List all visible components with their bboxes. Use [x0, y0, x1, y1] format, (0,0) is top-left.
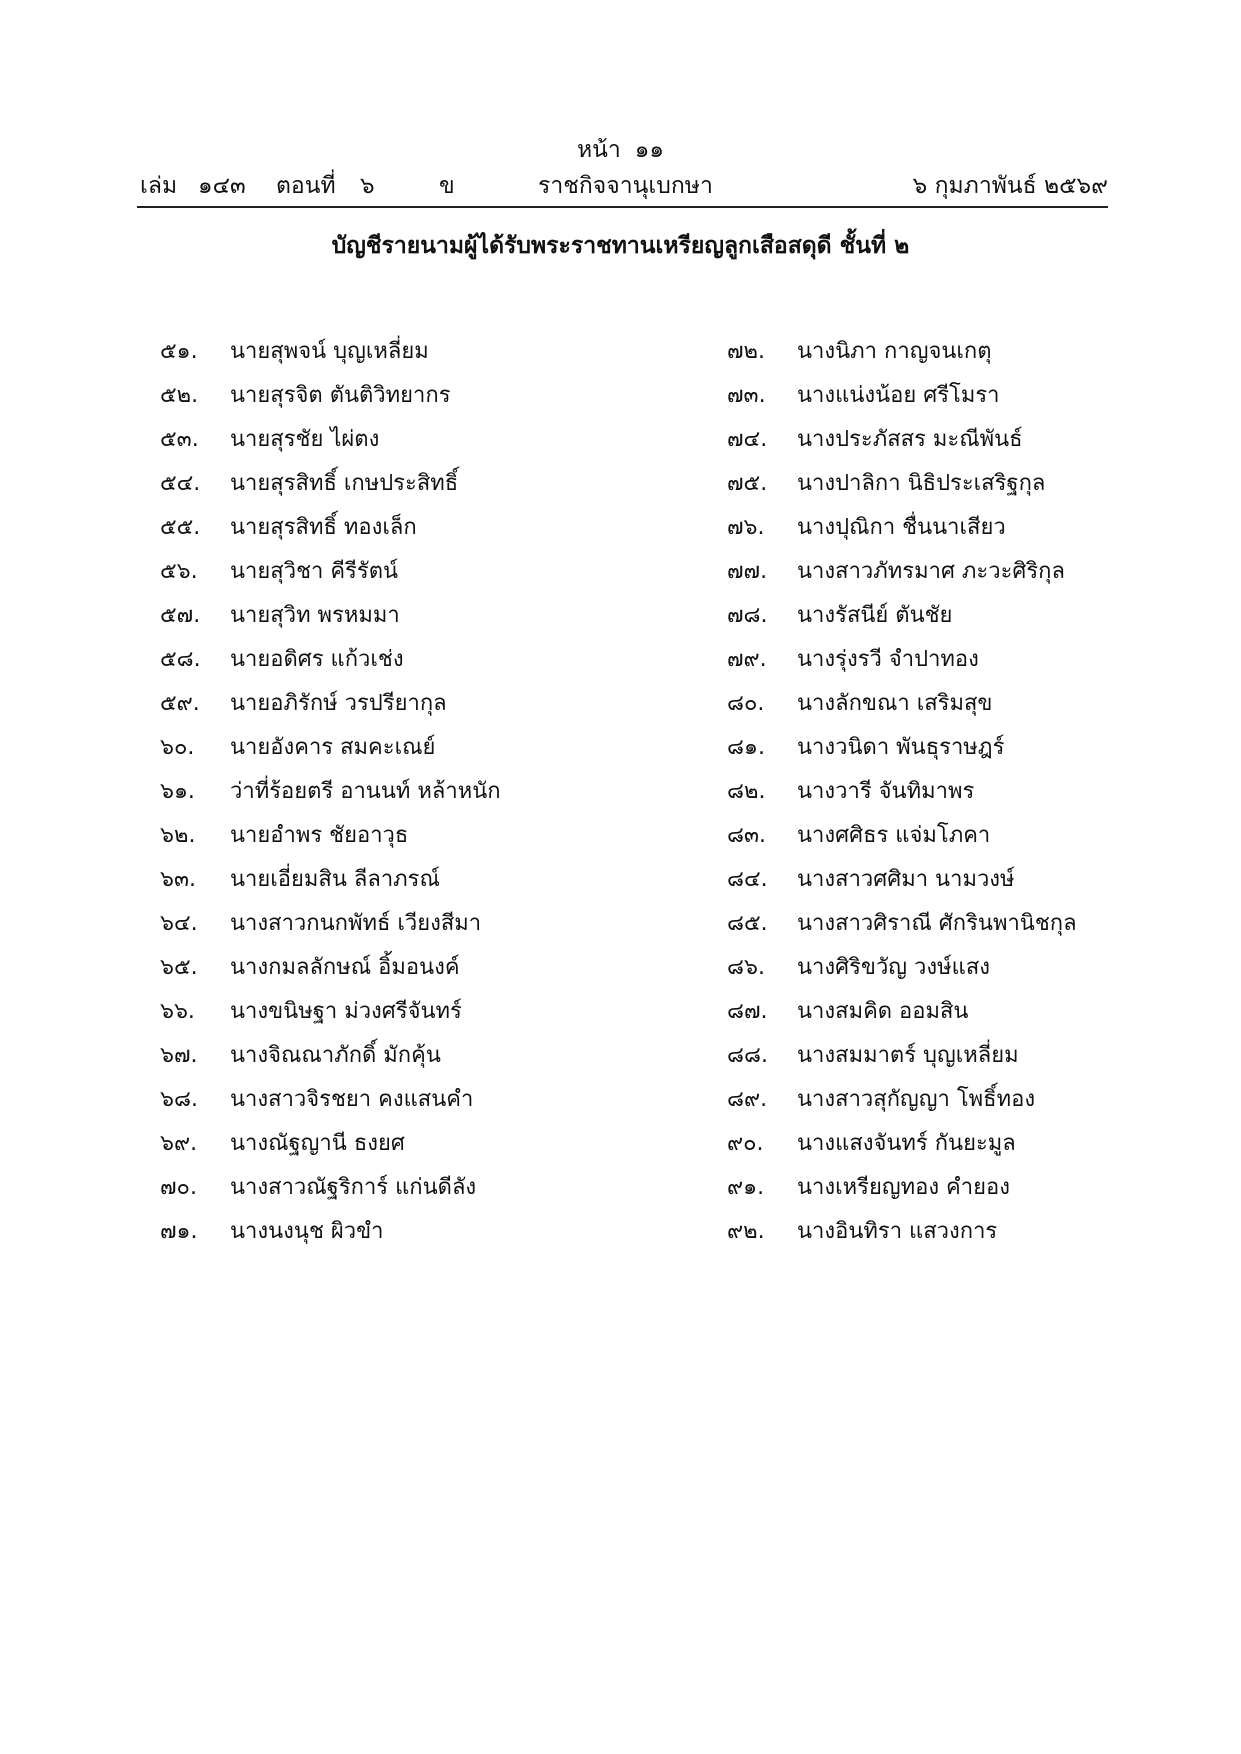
recipient-name: นางลักขณา เสริมสุข: [797, 691, 993, 716]
item-number: ๗๔.: [727, 427, 768, 452]
recipient-name: นายสุวิท พรหมมา: [230, 603, 400, 628]
item-number: ๕๒.: [160, 383, 199, 408]
item-number: ๕๗.: [160, 603, 201, 628]
recipient-name: นางรัสนีย์ ตันชัย: [797, 603, 953, 628]
list-item: [160, 946, 501, 990]
header-divider: [137, 206, 1108, 208]
list-item: [160, 594, 501, 638]
recipient-name: นางณัฐญานี ธงยศ: [230, 1131, 405, 1156]
item-number: ๘๗.: [727, 999, 768, 1024]
issue-label: ตอนที่: [276, 173, 336, 199]
recipient-name: นางเหรียญทอง คำยอง: [797, 1175, 1010, 1200]
list-item: [160, 1122, 501, 1166]
page-number-label: หน้า: [576, 137, 621, 163]
recipient-name: นายสุรสิทธิ์ ทองเล็ก: [230, 515, 417, 540]
volume-label: เล่ม: [140, 173, 178, 199]
recipient-name: นางสาวณัฐริการ์ แก่นดีลัง: [230, 1175, 477, 1200]
item-number: ๕๘.: [160, 647, 201, 672]
item-number: ๘๒.: [727, 779, 766, 804]
list-item: [727, 550, 1077, 594]
recipient-name: นางศศิธร แจ่มโภคา: [797, 823, 991, 848]
list-item: [160, 902, 501, 946]
item-number: ๖๗.: [160, 1043, 198, 1068]
gazette-header: [138, 168, 1108, 208]
recipient-name: นางรุ่งรวี จำปาทอง: [797, 647, 979, 672]
recipient-name: นางสาวสุกัญญา โพธิ์ทอง: [797, 1087, 1036, 1112]
list-item: [160, 726, 501, 770]
list-item: [160, 1078, 501, 1122]
recipient-name: นายสุรสิทธิ์ เกษประสิทธิ์: [230, 471, 459, 496]
recipient-name: นางขนิษฐา ม่วงศรีจันทร์: [230, 999, 462, 1024]
item-number: ๖๒.: [160, 823, 196, 848]
item-number: ๗๒.: [727, 339, 766, 364]
recipient-name: นางปาลิกา นิธิประเสริฐกุล: [797, 471, 1046, 496]
list-item: [160, 418, 501, 462]
item-number: ๘๐.: [727, 691, 765, 716]
recipient-name: นายอังคาร สมคะเณย์: [230, 735, 436, 760]
recipient-name: นางสาวศศิมา นามวงษ์: [797, 867, 1015, 892]
list-item: [727, 330, 1077, 374]
item-number: ๗๙.: [727, 647, 767, 672]
recipient-name: นายอดิศร แก้วเช่ง: [230, 647, 404, 672]
list-item: [727, 374, 1077, 418]
list-item: [727, 946, 1077, 990]
page-number: [0, 132, 1241, 168]
recipient-name: นางแสงจันทร์ กันยะมูล: [797, 1131, 1016, 1156]
recipient-name: ว่าที่ร้อยตรี อานนท์ หล้าหนัก: [230, 779, 501, 804]
item-number: ๗๘.: [727, 603, 768, 628]
issue-number: ๖: [360, 173, 375, 199]
item-number: ๘๕.: [727, 911, 768, 936]
gazette-name: ราชกิจจานุเบกษา: [538, 173, 713, 199]
list-item: [727, 682, 1077, 726]
item-number: ๕๑.: [160, 339, 198, 364]
recipient-name: นางนงนุช ผิวขำ: [230, 1219, 384, 1244]
volume-number: ๑๔๓: [198, 173, 246, 199]
section-letter: ข: [439, 173, 455, 199]
list-item: [160, 770, 501, 814]
list-item: [160, 858, 501, 902]
recipient-name: นางสาวภัทรมาศ ภะวะศิริกุล: [797, 559, 1065, 584]
recipient-name: นางแน่งน้อย ศรีโมรา: [797, 383, 1000, 408]
item-number: ๘๙.: [727, 1087, 768, 1112]
list-item: [160, 550, 501, 594]
item-number: ๘๖.: [727, 955, 765, 980]
item-number: ๖๙.: [160, 1131, 198, 1156]
recipient-name: นางจิณณาภักดิ์ มักคุ้น: [230, 1043, 441, 1068]
name-list-right: [727, 330, 1077, 1254]
item-number: ๘๓.: [727, 823, 767, 848]
name-list-left: [160, 330, 501, 1254]
list-item: [160, 1034, 501, 1078]
recipient-name: นางประภัสสร มะณีพันธ์: [797, 427, 1023, 452]
list-item: [727, 506, 1077, 550]
item-number: ๗๗.: [727, 559, 768, 584]
list-item: [727, 1122, 1077, 1166]
list-item: [160, 374, 501, 418]
document-title: บัญชีรายนามผู้ได้รับพระราชทานเหรียญลูกเสือสดุดี ชั้นที่ ๒: [331, 233, 910, 259]
item-number: ๗๖.: [727, 515, 765, 540]
list-item: [160, 682, 501, 726]
publication-date: ๖ กุมภาพันธ์ ๒๕๖๙: [912, 173, 1108, 199]
list-item: [727, 418, 1077, 462]
item-number: ๙๒.: [727, 1219, 765, 1244]
recipient-name: นางสมคิด ออมสิน: [797, 999, 969, 1024]
recipient-name: นางสาวจิรชยา คงแสนคำ: [230, 1087, 474, 1112]
item-number: ๗๕.: [727, 471, 768, 496]
recipient-name: นางสาวศิราณี ศักรินพานิชกุล: [797, 911, 1077, 936]
page-number-value: ๑๑: [634, 137, 664, 163]
list-item: [160, 990, 501, 1034]
item-number: ๕๓.: [160, 427, 199, 452]
recipient-name: นายสุรชัย ไผ่ตง: [230, 427, 380, 452]
recipient-name: นางสาวกนกพัทธ์ เวียงสีมา: [230, 911, 482, 936]
recipient-name: นางสมมาตร์ บุญเหลี่ยม: [797, 1043, 1019, 1068]
list-item: [727, 858, 1077, 902]
list-item: [727, 594, 1077, 638]
list-item: [727, 638, 1077, 682]
item-number: ๖๐.: [160, 735, 195, 760]
list-item: [727, 1210, 1077, 1254]
item-number: ๘๘.: [727, 1043, 768, 1068]
list-item: [160, 814, 501, 858]
recipient-name: นางอินทิรา แสวงการ: [797, 1219, 998, 1244]
list-item: [727, 814, 1077, 858]
item-number: ๖๖.: [160, 999, 195, 1024]
list-item: [727, 462, 1077, 506]
recipient-name: นายอภิรักษ์ วรปรียากุล: [230, 691, 447, 716]
item-number: ๖๑.: [160, 779, 195, 804]
item-number: ๖๓.: [160, 867, 196, 892]
recipient-name: นางปุณิกา ชื่นนาเสียว: [797, 515, 1006, 540]
item-number: ๕๔.: [160, 471, 201, 496]
list-item: [160, 506, 501, 550]
list-item: [160, 330, 501, 374]
list-item: [727, 990, 1077, 1034]
item-number: ๖๘.: [160, 1087, 198, 1112]
item-number: ๗๐.: [160, 1175, 197, 1200]
list-item: [160, 462, 501, 506]
item-number: ๘๔.: [727, 867, 768, 892]
item-number: ๗๑.: [160, 1219, 198, 1244]
item-number: ๕๖.: [160, 559, 198, 584]
item-number: ๘๑.: [727, 735, 765, 760]
recipient-name: นางวนิดา พันธุราษฎร์: [797, 735, 1005, 760]
list-item: [727, 726, 1077, 770]
recipient-name: นางกมลลักษณ์ อิ้มอนงค์: [230, 955, 460, 980]
recipient-name: นายเอี่ยมสิน ลีลาภรณ์: [230, 867, 440, 892]
list-item: [727, 1166, 1077, 1210]
item-number: ๖๕.: [160, 955, 198, 980]
item-number: ๙๐.: [727, 1131, 764, 1156]
list-item: [727, 770, 1077, 814]
recipient-name: นายสุรจิต ตันติวิทยากร: [230, 383, 451, 408]
item-number: ๖๔.: [160, 911, 198, 936]
list-item: [727, 1034, 1077, 1078]
recipient-name: นางศิริขวัญ วงษ์แสง: [797, 955, 990, 980]
list-item: [160, 1166, 501, 1210]
recipient-name: นางนิภา กาญจนเกตุ: [797, 339, 992, 364]
item-number: ๕๕.: [160, 515, 201, 540]
item-number: ๕๙.: [160, 691, 200, 716]
recipient-name: นายสุวิชา คีรีรัตน์: [230, 559, 399, 584]
list-item: [160, 1210, 501, 1254]
recipient-name: นางวารี จันทิมาพร: [797, 779, 975, 804]
item-number: ๙๑.: [727, 1175, 765, 1200]
list-item: [727, 1078, 1077, 1122]
recipient-name: นายสุพจน์ บุญเหลี่ยม: [230, 339, 429, 364]
list-item: [727, 902, 1077, 946]
item-number: ๗๓.: [727, 383, 766, 408]
recipient-name: นายอำพร ชัยอาวุธ: [230, 823, 409, 848]
list-item: [160, 638, 501, 682]
